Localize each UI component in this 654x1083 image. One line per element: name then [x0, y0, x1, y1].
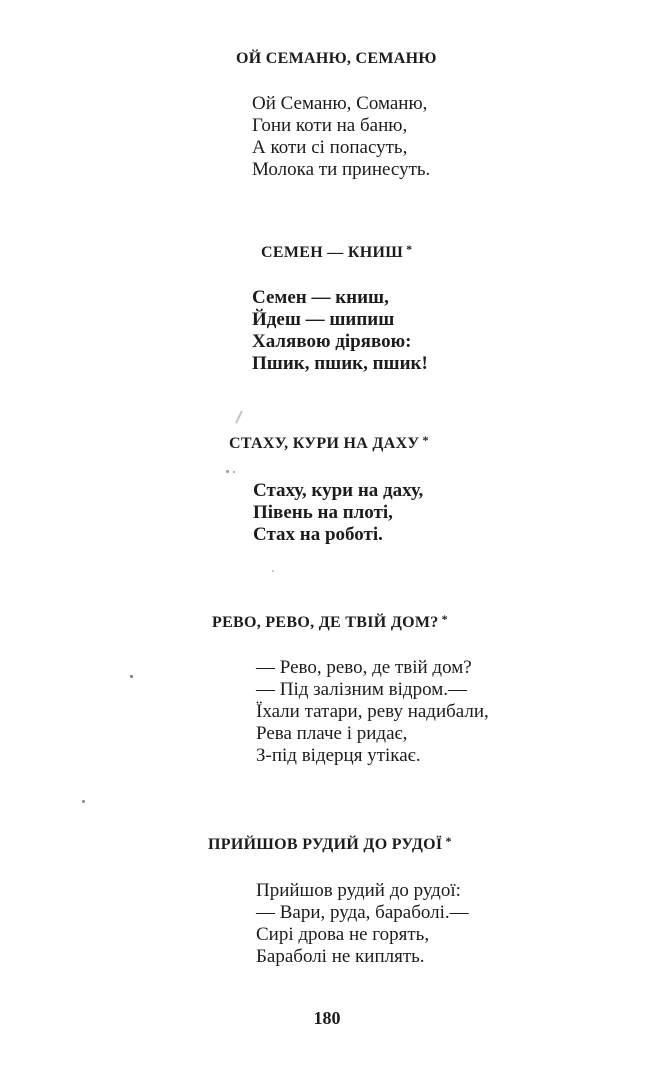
scan-speck: [130, 675, 133, 678]
poem-line: Прийшов рудий до рудої:: [256, 880, 461, 901]
footnote-asterisk: *: [422, 433, 429, 447]
poem-line: — Рево, рево, де твій дом?: [256, 657, 472, 678]
footnote-asterisk: *: [406, 242, 413, 256]
poem-title-revo: [212, 614, 448, 632]
scan-speck: [233, 471, 235, 473]
poem-title-text: СТАХУ, КУРИ НА ДАХУ: [229, 435, 420, 452]
poem-body-semaniu: [252, 93, 430, 181]
scan-speck: [235, 410, 243, 424]
poem-line: Молока ти принесуть.: [252, 159, 431, 180]
scan-speck: [226, 470, 229, 473]
poem-line: Гони коти на баню,: [252, 115, 408, 136]
footnote-asterisk: *: [445, 834, 452, 848]
page-number: 180: [313, 1008, 341, 1028]
poem-line: Їхали татари, реву надибали,: [256, 701, 489, 722]
poem-line: Пшик, пшик, пшик!: [252, 353, 428, 374]
poem-title-semaniu: [236, 50, 437, 68]
poem-title-semen-knysh: [261, 244, 412, 262]
poem-line: Семен — книш,: [252, 287, 389, 308]
poem-line: — Під залізним відром.—: [256, 679, 467, 700]
poem-title-pryishov: [208, 836, 452, 854]
scan-speck: [272, 570, 274, 572]
poem-line: Рева плаче і ридає,: [256, 723, 408, 744]
poem-title-text: РЕВО, РЕВО, ДЕ ТВІЙ ДОМ?: [212, 614, 439, 631]
poem-line: — Вари, руда, бараболі.—: [256, 902, 469, 923]
poem-line: Йдеш — шипиш: [252, 309, 395, 330]
poem-line: Півень на плоті,: [253, 502, 393, 523]
footnote-asterisk: *: [441, 612, 448, 626]
poem-line: А коти сі попасуть,: [252, 137, 408, 158]
poem-body-semen-knysh: [252, 287, 428, 375]
poem-title-stakhu: [229, 435, 429, 453]
poem-line: Бараболі не киплять.: [256, 946, 425, 967]
poem-title-text: ПРИЙШОВ РУДИЙ ДО РУДОЇ: [208, 836, 443, 853]
poem-body-stakhu: [253, 480, 423, 546]
poem-line: Ой Семаню, Соманю,: [252, 93, 428, 114]
poem-line: Халявою дірявою:: [252, 331, 412, 352]
poem-line: Сирі дрова не горять,: [256, 924, 430, 945]
poem-line: З-під відерця утікає.: [256, 745, 421, 766]
scan-speck: [82, 800, 85, 803]
poem-body-pryishov: [256, 880, 469, 968]
poem-body-revo: [256, 657, 489, 767]
poem-line: Стах на роботі.: [253, 524, 383, 545]
poem-title-text: СЕМЕН — КНИШ: [261, 244, 404, 261]
poem-line: Стаху, кури на даху,: [253, 480, 424, 501]
poem-title-text: ОЙ СЕМАНЮ, СЕМАНЮ: [236, 50, 437, 67]
